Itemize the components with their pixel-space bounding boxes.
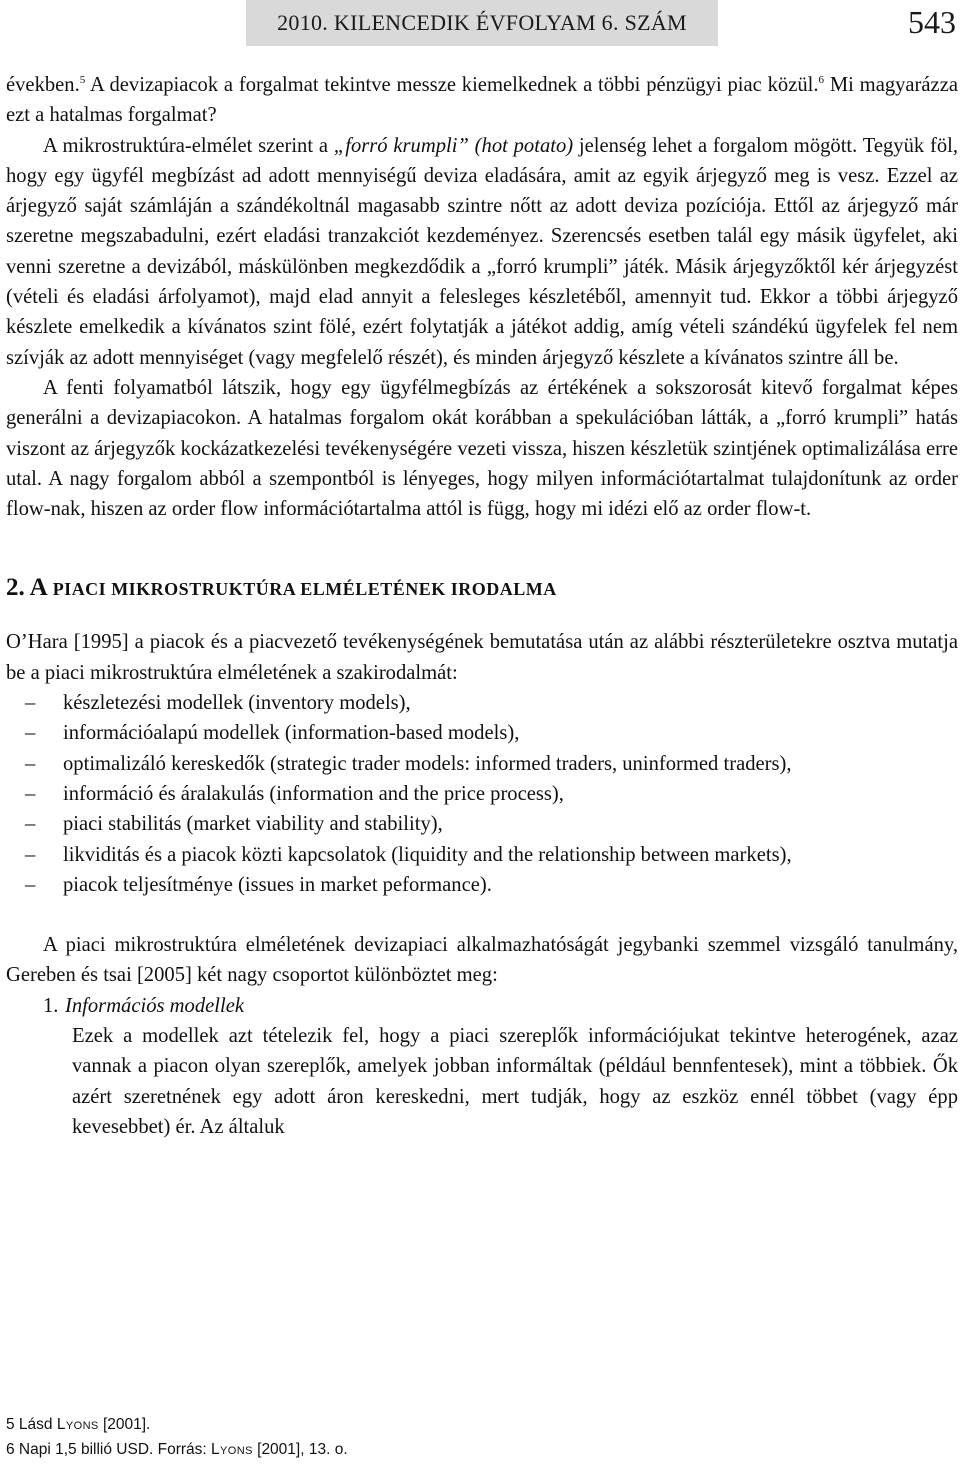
dash-bullet: – xyxy=(25,873,36,896)
list-item-text: piacok teljesítménye (issues in market peformance). xyxy=(63,873,492,896)
list-item xyxy=(6,840,958,870)
intro-text: években. xyxy=(6,74,80,96)
dash-bullet: – xyxy=(25,752,36,775)
footnote-text: 5 Lásd xyxy=(6,1416,57,1433)
page-number: 543 xyxy=(908,4,956,40)
section-heading xyxy=(6,572,958,605)
paragraph-text: A mikrostruktúra-elmélet szerint a xyxy=(43,134,334,157)
footnote-text: 6 Napi 1,5 billió USD. Forrás: xyxy=(6,1441,212,1458)
paragraph-text: jelenség lehet a forgalom mögött. Tegyük föl, hogy egy ügyfél megbízást ad adott mennyiségű deviza eladására, amit az egyik árjegyző meg is vesz. Ezzel az árjegyző saját számláján a szándékoltnál magasabb szintre nőtt az adott deviza pozíciója. Ettől az árjegyző már szeretne megszabadulni, ezért eladási tranzakciót kezdeményez. Szerencsés esetben talál egy másik ügyfelet, aki venni szeretne a devizából, máskülönben megkezdődik a „forró krumpli” játék. Másik árjegyzőktől kér árjegyzést (vételi és eladási árfolyamot), majd elad annyit a felesleges készletéből, amennyit tud. Ekkor a többi árjegyző készlete emelkedik a kívánatos szint fölé, ezért folytatják a játékot addig, amíg vételi szándékú ügyfelek fel nem szívják az adott mennyiséget (vagy megfelelő részét), és minden árjegyző készlete a kívánatos szintre áll be. xyxy=(6,134,958,369)
intro-paragraph-2 xyxy=(6,131,958,373)
footnote-text: [2001], 13. o. xyxy=(252,1441,348,1458)
footnote-author: Lyons xyxy=(56,1416,99,1433)
list-item xyxy=(6,688,958,718)
list-item-text: információalapú modellek (information-based models), xyxy=(63,722,520,745)
list-item xyxy=(6,718,958,748)
dash-bullet: – xyxy=(25,722,36,745)
intro-text: A devizapiacok a forgalmat tekintve messze kiemelkednek a többi pénzügyi piac közül. xyxy=(85,74,819,96)
research-areas-list xyxy=(6,688,958,900)
list-item-text: optimalizáló kereskedők (strategic trader models: informed traders, uninformed traders), xyxy=(63,752,792,775)
list-item-text: készletezési modellek (inventory models), xyxy=(63,692,411,715)
footnote-5 xyxy=(6,1412,946,1437)
running-header-title: 2010. KILENCEDIK ÉVFOLYAM 6. SZÁM xyxy=(277,10,687,35)
model-item-heading xyxy=(6,991,958,1021)
footnotes xyxy=(6,1412,946,1462)
intro-paragraph-3: A fenti folyamatból látszik, hogy egy ügyfélmegbízás az értékének a sokszorosát kitevő forgalmat képes generálni a devizapiacokon. A hatalmas forgalom okát korábban a spekulációban látták, a „forró krumpli” hatás viszont az árjegyzők kockázatkezelési tevékenységére vezeti vissza, hiszen készletük szintjének optimalizálása erre utal. A nagy forgalom abból a szempontból is lényeges, hogy milyen információtartalmat tulajdonítunk az order flow-nak, hiszen az order flow információtartalma attól is függ, hogy mi idézi elő az order flow-t. xyxy=(6,376,958,521)
intro-paragraph-1 xyxy=(6,70,958,131)
models-paragraph: A piaci mikrostruktúra elméletének devizapiaci alkalmazhatóságát jegybanki szemmel vizsgáló tanulmány, Gereben és tsai [2005] két nagy csoportot különböztet meg: xyxy=(6,934,958,987)
dash-bullet: – xyxy=(25,692,36,715)
page-body xyxy=(6,70,958,1142)
section-number: 2. xyxy=(6,574,25,602)
item-number: 1. xyxy=(43,994,59,1017)
section-title: PIACI MIKROSTRUKTÚRA ELMÉLETÉNEK IRODALMA xyxy=(47,579,557,600)
list-item-text: piaci stabilitás (market viability and stability), xyxy=(63,813,443,836)
list-item-text: likviditás és a piacok közti kapcsolatok (liquidity and the relationship between markets), xyxy=(63,843,792,866)
footnote-author: Lyons xyxy=(211,1441,253,1458)
literature-intro: O’Hara [1995] a piacok és a piacvezető tevékenységének bemutatása után az alábbi részterületekre osztva mutatja be a piaci mikrostruktúra elméletének a szakirodalmát: xyxy=(6,631,958,684)
item-title: Információs modellek xyxy=(65,994,245,1017)
section-title-initial: A xyxy=(29,574,48,602)
intro-question: Mi magyarázza ezt a hatalmas forgalmat? xyxy=(6,74,958,127)
footnote-ref-6[interactable]: 6 xyxy=(818,74,825,87)
dash-bullet: – xyxy=(25,843,36,866)
list-item xyxy=(6,779,958,809)
footnote-6 xyxy=(6,1437,946,1462)
model-item-body: Ezek a modellek azt tételezik fel, hogy a piaci szereplők információjukat tekintve heterogének, azaz vannak a piacon olyan szereplők, amelyek jobban informáltak (például bennfentesek), mint a többiek. Ők azért szeretnének egy adott áron kereskedni, mert tudják, hogy az eszköz ennél többet (vagy épp kevesebbet) ér. Az általuk xyxy=(72,1025,958,1138)
footnote-text: [2001]. xyxy=(98,1416,151,1433)
dash-bullet: – xyxy=(25,782,36,805)
hot-potato-term: „forró krumpli” (hot potato) xyxy=(333,134,574,157)
footnote-ref-5[interactable]: 5 xyxy=(79,74,86,87)
list-item-text: információ és áralakulás (information and the price process), xyxy=(63,782,564,805)
dash-bullet: – xyxy=(25,813,36,836)
list-item xyxy=(6,870,958,900)
list-item xyxy=(6,809,958,839)
list-item xyxy=(6,749,958,779)
